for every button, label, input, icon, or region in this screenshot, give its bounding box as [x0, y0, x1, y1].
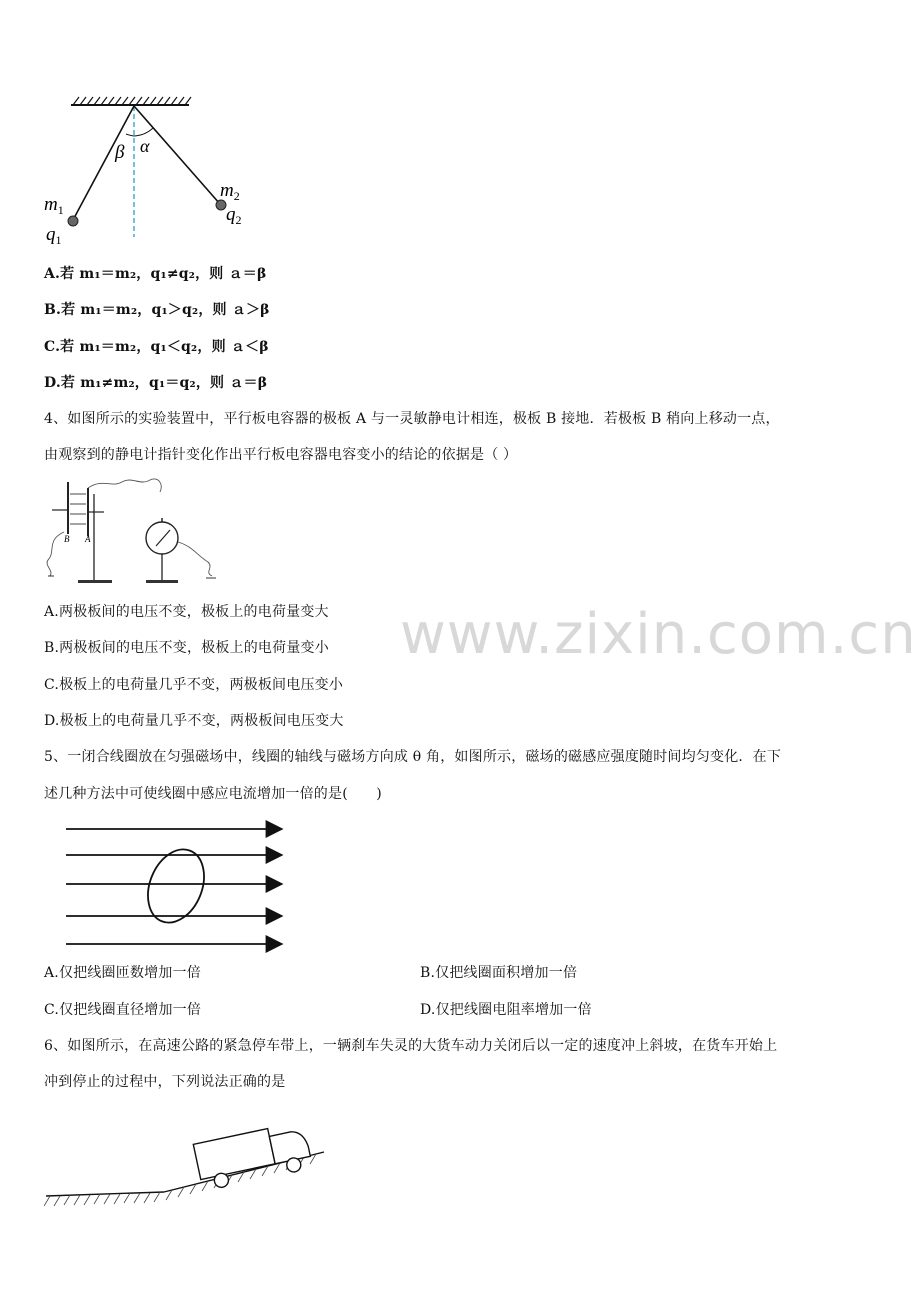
truck-on-slope-figure [44, 1112, 334, 1217]
svg-text:m1: $m_1$ [44, 194, 64, 217]
watermark: www.zixin.com.cn [400, 602, 917, 667]
q5-option-d: D.仅把线圈电阻率增加一倍 [420, 1002, 592, 1018]
q6-stem-line-2: 冲到停止的过程中，下列说法正确的是 [44, 1074, 286, 1090]
svg-text:q1: $q_1$ [46, 224, 62, 247]
q4-stem-line-2: 由观察到的静电计指针变化作出平行板电容器电容变小的结论的依据是（ ） [44, 447, 518, 463]
q5-stem-line-1: 5、一闭合线圈放在匀强磁场中，线圈的轴线与磁场方向成 θ 角，如图所示，磁场的磁感应强度随时间均匀变化．在下 [44, 749, 782, 765]
svg-text:A: A [85, 534, 91, 544]
charge-ball-2 [216, 200, 226, 210]
capacitor-electrometer-figure [42, 476, 222, 588]
svg-text:B: B [64, 534, 70, 544]
q4-stem-line-1: 4、如图所示的实验装置中，平行板电容器的极板 A 与一灵敏静电计相连，极板 B 接地．若极板 B 稍向上移动一点， [44, 411, 780, 427]
svg-text:q2: $q_2$ [226, 204, 242, 227]
pendulum-figure [40, 92, 260, 252]
q3-option-d: D.若 m₁≠m₂，q₁＝q₂，则 ａ＝β [44, 375, 268, 391]
q4-option-a: A.两极板间的电压不变，极板上的电荷量变大 [44, 604, 329, 620]
charge-ball-1 [68, 216, 78, 226]
q3-option-b: B.若 m₁＝m₂，q₁＞q₂，则 ａ＞β [44, 302, 270, 318]
q5-option-b: B.仅把线圈面积增加一倍 [420, 965, 578, 981]
q5-option-c: C.仅把线圈直径增加一倍 [44, 1002, 202, 1018]
q4-option-d: D.极板上的电荷量几乎不变，两极板间电压变大 [44, 713, 344, 729]
svg-text:α: α [140, 136, 150, 156]
svg-text:m2: $m_2$ [220, 180, 240, 203]
q3-option-a: A.若 m₁＝m₂，q₁≠q₂，则 ａ＝β [44, 266, 267, 282]
coil-magnetic-field-figure [60, 815, 290, 955]
q3-option-c: C.若 m₁＝m₂，q₁＜q₂，则 ａ＜β [44, 339, 269, 355]
q5-option-a: A.仅把线圈匝数增加一倍 [44, 965, 201, 981]
svg-text:β: β [115, 142, 125, 163]
q4-option-c: C.极板上的电荷量几乎不变，两极板间电压变小 [44, 677, 344, 693]
q4-option-b: B.两极板间的电压不变，极板上的电荷量变小 [44, 640, 329, 656]
q6-stem-line-1: 6、如图所示，在高速公路的紧急停车带上，一辆刹车失灵的大货车动力关闭后以一定的速度冲上斜坡，在货车开始上 [44, 1038, 778, 1054]
q5-stem-line-2: 述几种方法中可使线圈中感应电流增加一倍的是( ) [44, 786, 382, 802]
